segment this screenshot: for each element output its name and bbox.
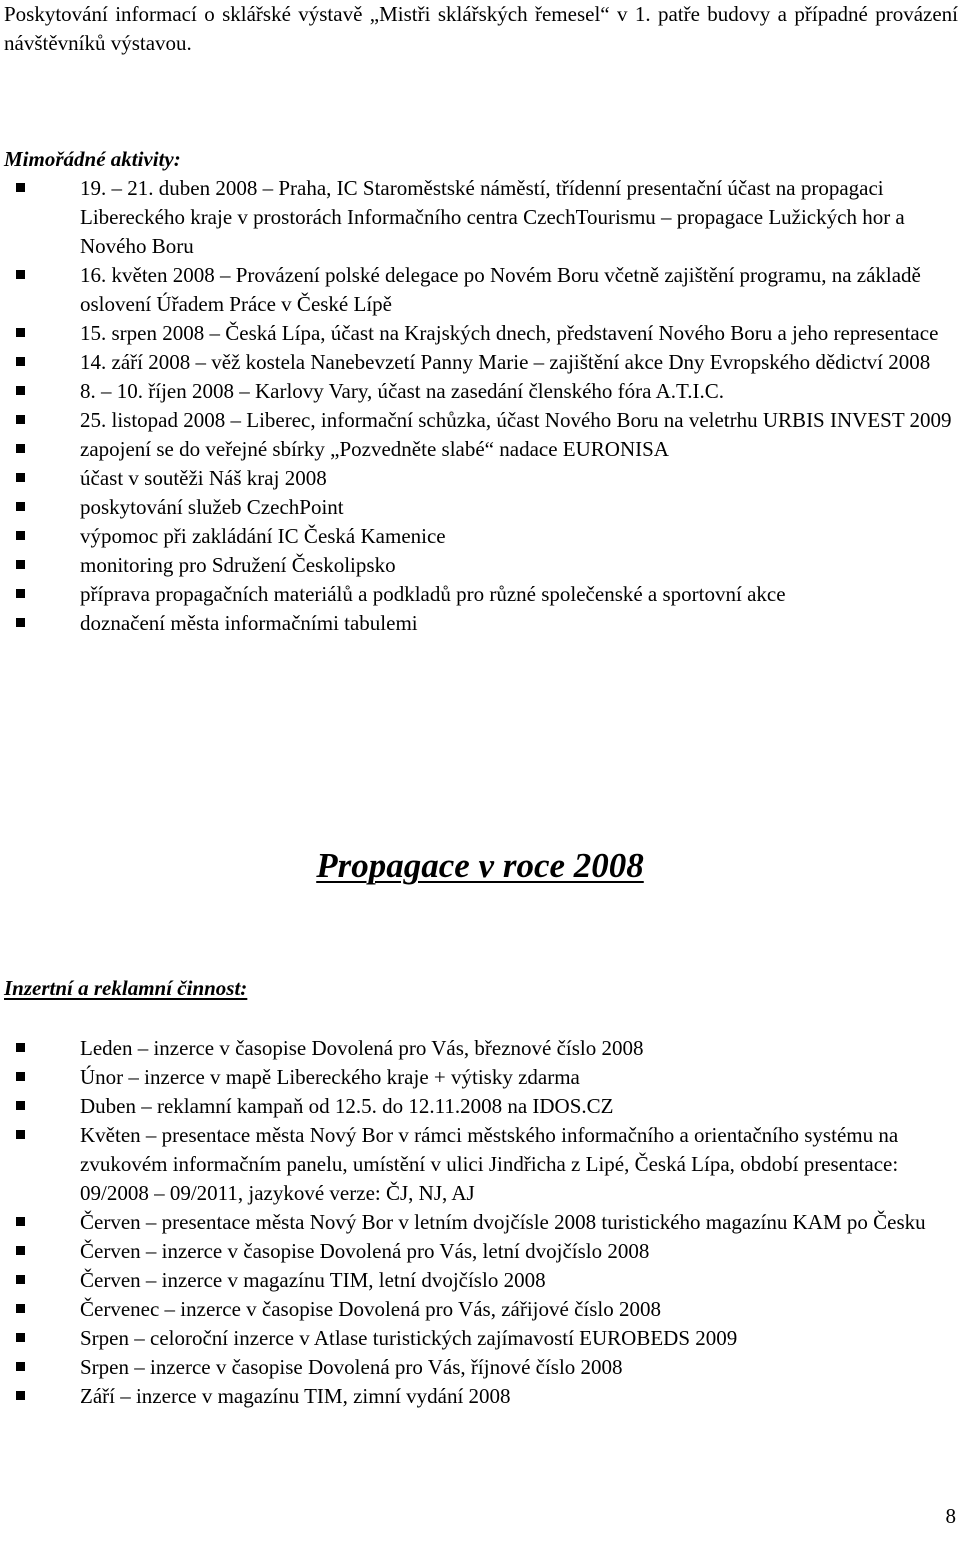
page-number: 8 (945, 1504, 956, 1528)
square-bullet-icon (16, 1275, 25, 1284)
square-bullet-icon (16, 1246, 25, 1255)
square-bullet-icon (16, 1391, 25, 1400)
square-bullet-icon (16, 328, 25, 337)
list-item: Srpen – inzerce v časopise Dovolená pro Vás, říjnové číslo 2008 (4, 1353, 958, 1382)
list-item: Únor – inzerce v mapě Libereckého kraje + výtisky zdarma (4, 1063, 958, 1092)
list-item: Duben – reklamní kampaň od 12.5. do 12.11.2008 na IDOS.CZ (4, 1092, 958, 1121)
advertising-heading: Inzertní a reklamní činnost: (4, 976, 248, 1000)
list-item: příprava propagačních materiálů a podkladů pro různé společenské a sportovní akce (4, 580, 958, 609)
list-item: 8. – 10. říjen 2008 – Karlovy Vary, účast na zasedání členského fóra A.T.I.C. (4, 377, 958, 406)
list-item: monitoring pro Sdružení Českolipsko (4, 551, 958, 580)
square-bullet-icon (16, 444, 25, 453)
list-item: 14. září 2008 – věž kostela Nanebevzetí Panny Marie – zajištění akce Dny Evropského dědictví 2008 (4, 348, 958, 377)
square-bullet-icon (16, 357, 25, 366)
extra-activities-heading: Mimořádné aktivity: (4, 147, 181, 171)
square-bullet-icon (16, 270, 25, 279)
list-item: 16. květen 2008 – Provázení polské delegace po Novém Boru včetně zajištění programu, na základě oslovení Úřadem Práce v České Lípě (4, 261, 958, 319)
square-bullet-icon (16, 1072, 25, 1081)
list-item: 15. srpen 2008 – Česká Lípa, účast na Krajských dnech, představení Nového Boru a jeho representace (4, 319, 958, 348)
square-bullet-icon (16, 386, 25, 395)
list-item: účast v soutěži Náš kraj 2008 (4, 464, 958, 493)
list-item: Červen – presentace města Nový Bor v letním dvojčísle 2008 turistického magazínu KAM po Česku (4, 1208, 958, 1237)
list-item: výpomoc při zakládání IC Česká Kamenice (4, 522, 958, 551)
list-item: Červenec – inzerce v časopise Dovolená pro Vás, zářijové číslo 2008 (4, 1295, 958, 1324)
square-bullet-icon (16, 415, 25, 424)
list-item: Leden – inzerce v časopise Dovolená pro Vás, březnové číslo 2008 (4, 1034, 958, 1063)
list-item: poskytování služeb CzechPoint (4, 493, 958, 522)
advertising-list (4, 1034, 958, 1411)
list-item: doznačení města informačními tabulemi (4, 609, 958, 638)
square-bullet-icon (16, 1304, 25, 1313)
square-bullet-icon (16, 560, 25, 569)
list-item: Srpen – celoroční inzerce v Atlase turistických zajímavostí EUROBEDS 2009 (4, 1324, 958, 1353)
extra-activities-list (4, 174, 958, 638)
list-item: 25. listopad 2008 – Liberec, informační schůzka, účast Nového Boru na veletrhu URBIS INVEST 2009 (4, 406, 958, 435)
square-bullet-icon (16, 183, 25, 192)
square-bullet-icon (16, 502, 25, 511)
square-bullet-icon (16, 618, 25, 627)
square-bullet-icon (16, 1043, 25, 1052)
square-bullet-icon (16, 531, 25, 540)
list-item: zapojení se do veřejné sbírky „Pozvedněte slabé“ nadace EURONISA (4, 435, 958, 464)
square-bullet-icon (16, 1130, 25, 1139)
list-item: Září – inzerce v magazínu TIM, zimní vydání 2008 (4, 1382, 958, 1411)
list-item: 19. – 21. duben 2008 – Praha, IC Staroměstské náměstí, třídenní presentační účast na propagaci Libereckého kraje v prostorách Informačního centra CzechTourismu – propagace Lužických hor a Nového Boru (4, 174, 958, 261)
square-bullet-icon (16, 1362, 25, 1371)
list-item: Červen – inzerce v magazínu TIM, letní dvojčíslo 2008 (4, 1266, 958, 1295)
square-bullet-icon (16, 473, 25, 482)
square-bullet-icon (16, 589, 25, 598)
list-item: Květen – presentace města Nový Bor v rámci městského informačního a orientačního systému na zvukovém informačním panelu, umístění v ulici Jindřicha z Lipé, Česká Lípa, období presentace: 09/2008 – 09/2011, jazykové verze: ČJ, NJ, AJ (4, 1121, 958, 1208)
list-item: Červen – inzerce v časopise Dovolená pro Vás, letní dvojčíslo 2008 (4, 1237, 958, 1266)
page-title: Propagace v roce 2008 (316, 846, 644, 885)
square-bullet-icon (16, 1217, 25, 1226)
square-bullet-icon (16, 1333, 25, 1342)
square-bullet-icon (16, 1101, 25, 1110)
intro-paragraph: Poskytování informací o sklářské výstavě „Mistři sklářských řemesel“ v 1. patře budovy a případné provázení návštěvníků výstavou. (4, 2, 958, 55)
